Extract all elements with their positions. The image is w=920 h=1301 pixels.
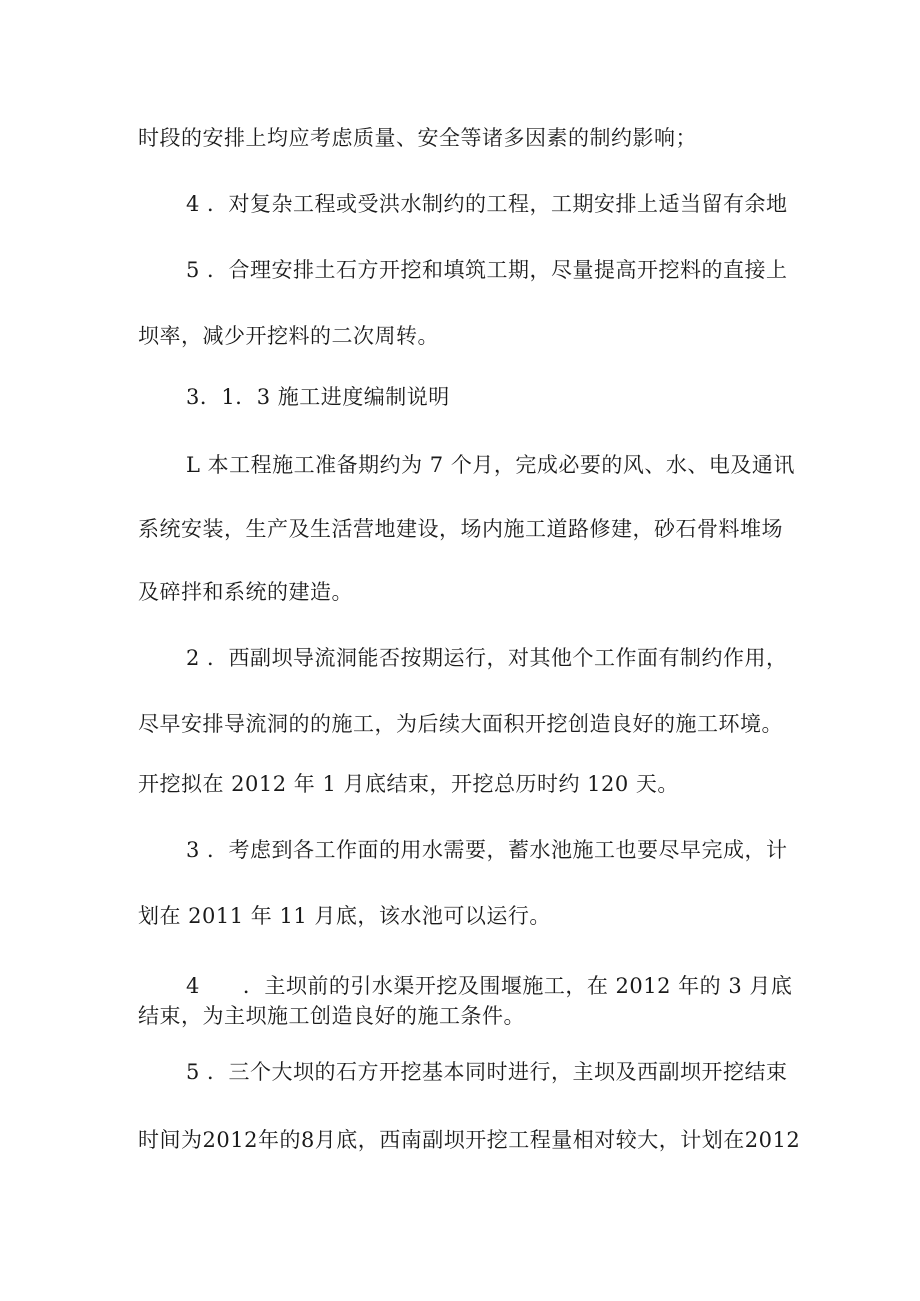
text-line: 2 ．西副坝导流洞能否按期运行，对其他个工作面有制约作用， <box>186 646 788 670</box>
text-line: 时段的安排上均应考虑质量、安全等诸多因素的制约影响； <box>138 126 697 150</box>
text-line: 4 ．对复杂工程或受洪水制约的工程，工期安排上适当留有余地 <box>186 192 788 216</box>
text-line: 及碎拌和系统的建造。 <box>138 580 353 604</box>
text-line: 系统安装，生产及生活营地建设，场内施工道路修建，砂石骨料堆场 <box>138 517 783 541</box>
text-line: 划在 2011 年 11 月底，该水池可以运行。 <box>138 904 551 928</box>
text-line: 时间为2012年的8月底，西南副坝开挖工程量相对较大，计划在2012 <box>138 1128 801 1152</box>
text-line: 3 ．考虑到各工作面的用水需要，蓄水池施工也要尽早完成，计 <box>186 838 788 862</box>
text-line: 5 ．三个大坝的石方开挖基本同时进行，主坝及西副坝开挖结束 <box>186 1060 788 1084</box>
text-line: 4 ．主坝前的引水渠开挖及围堰施工，在 2012 年的 3 月底 <box>186 974 793 998</box>
text-line: 尽早安排导流洞的的施工，为后续大面积开挖创造良好的施工环境。 <box>138 712 783 736</box>
text-line: 5 ．合理安排土石方开挖和填筑工期，尽量提高开挖料的直接上 <box>186 258 788 282</box>
text-line: 开挖拟在 2012 年 1 月底结束，开挖总历时约 120 天。 <box>138 772 679 796</box>
text-line: 坝率，减少开挖料的二次周转。 <box>138 324 439 348</box>
text-line: 结束，为主坝施工创造良好的施工条件。 <box>138 1004 525 1028</box>
text-line: L 本工程施工准备期约为 7 个月，完成必要的风、水、电及通讯 <box>186 453 795 477</box>
section-heading: 3．1．3 施工进度编制说明 <box>186 385 450 409</box>
